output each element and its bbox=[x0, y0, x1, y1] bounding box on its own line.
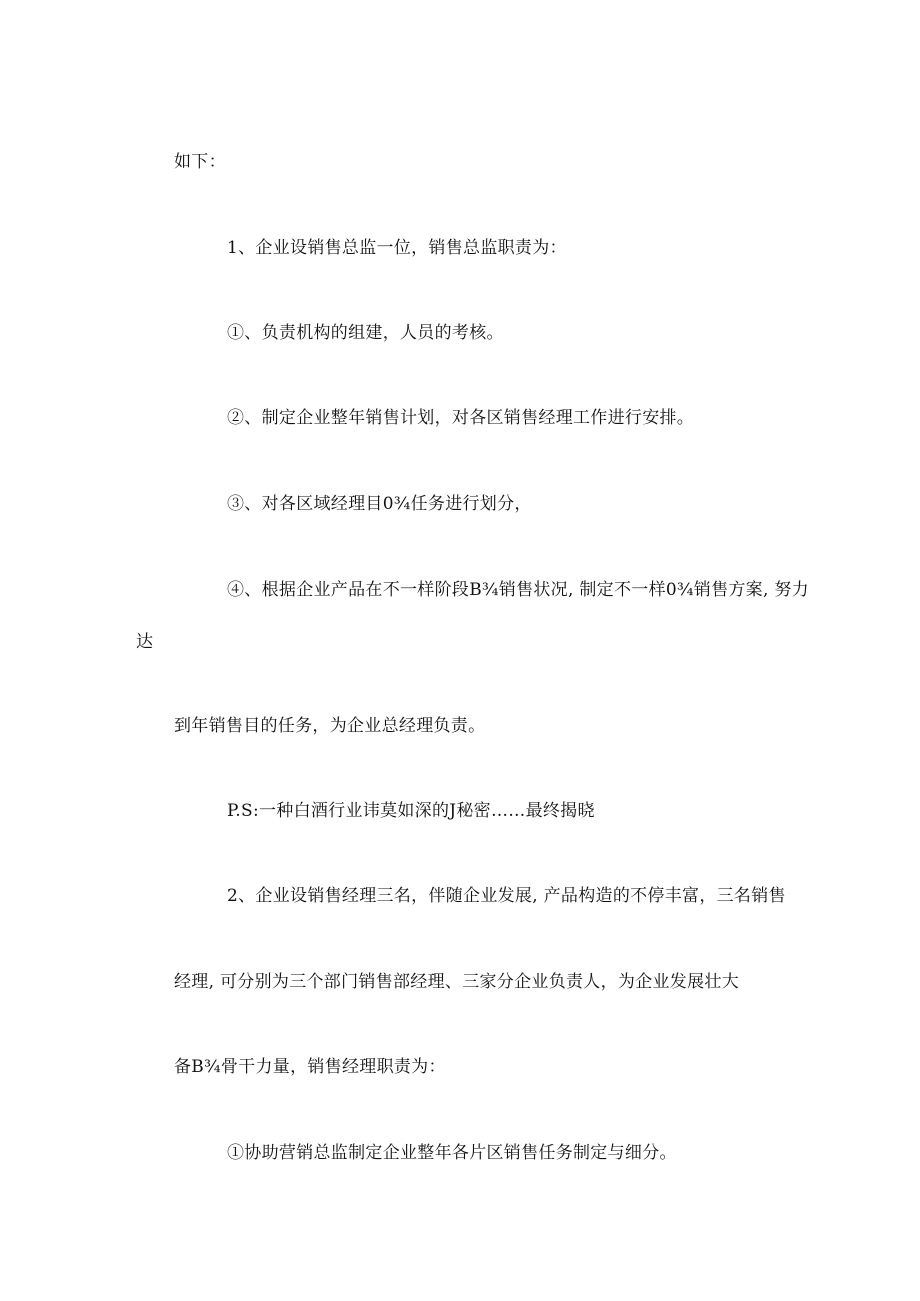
text-line-duty-4-wrap: 达 bbox=[136, 632, 154, 652]
text-line-duty-2: ②、制定企业整年销售计划，对各区销售经理工作进行安排。 bbox=[227, 408, 695, 428]
text-line-item-2-end: 备B¾骨干力量，销售经理职责为： bbox=[174, 1057, 446, 1077]
text-line-item-1: 1、企业设销售总监一位，销售总监职责为： bbox=[227, 238, 567, 258]
text-line-intro: 如下： bbox=[174, 152, 226, 172]
text-line-item-2: 2、企业设销售经理三名，伴随企业发展, 产品构造的不停丰富，三名销售 bbox=[227, 886, 786, 906]
text-line-item-2-cont: 经理, 可分别为三个部门销售部经理、三家分企业负责人，为企业发展壮大 bbox=[174, 972, 740, 992]
text-line-manager-duty-1: ①协助营销总监制定企业整年各片区销售任务制定与细分。 bbox=[227, 1143, 677, 1163]
text-line-duty-1: ①、负责机构的组建，人员的考核。 bbox=[227, 323, 504, 343]
text-line-duty-3: ③、对各区域经理目0¾任务进行划分， bbox=[227, 494, 532, 514]
text-line-ps: P.S:一种白酒行业讳莫如深的J秘密……最终揭晓 bbox=[227, 801, 595, 821]
text-line-duty-4: ④、根据企业产品在不一样阶段B¾销售状况, 制定不一样0¾销售方案, 努力 bbox=[227, 580, 809, 600]
text-line-duty-4-cont: 到年销售目的任务，为企业总经理负责。 bbox=[174, 716, 486, 736]
